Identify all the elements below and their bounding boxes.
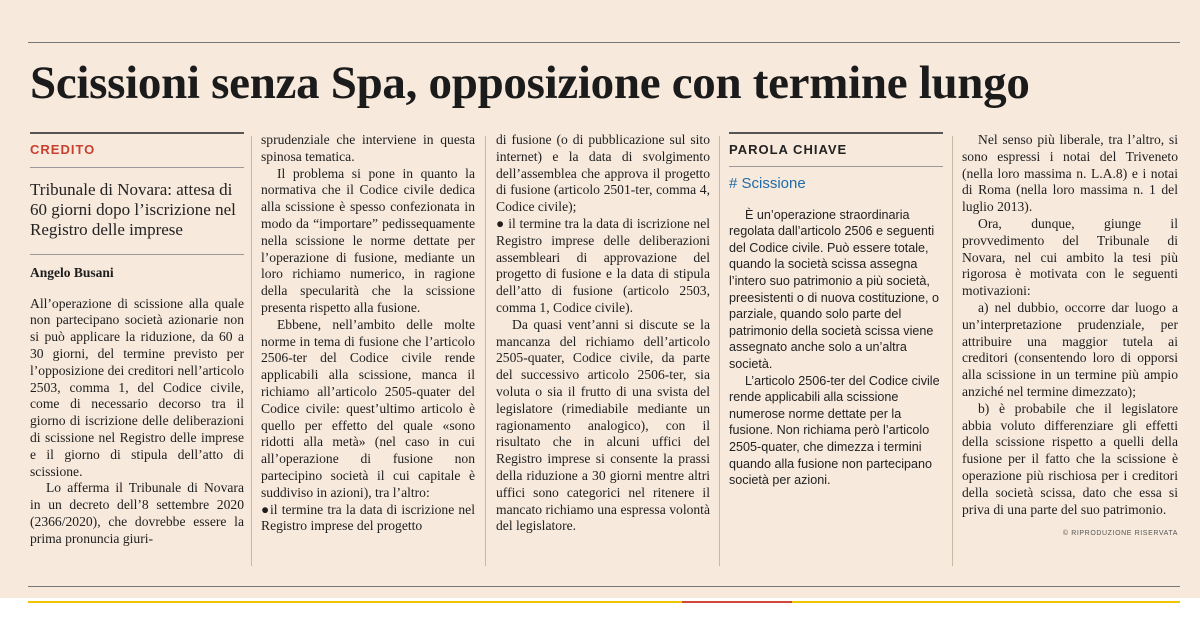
bottom-accent-red	[682, 601, 792, 603]
column-separator	[719, 136, 720, 566]
body-paragraph: Lo afferma il Tribunale di Novara in un decreto dell’8 settembre 2020 (2366/2020), che dovrebbe essere la prima pronuncia giuri-	[30, 480, 244, 546]
box-body	[729, 207, 943, 489]
copyright-notice: © RIPRODUZIONE RISERVATA	[1062, 530, 1178, 538]
top-rule	[28, 42, 1180, 43]
box-title: PAROLA CHIAVE	[729, 142, 848, 157]
column-2	[261, 132, 475, 535]
column-1	[30, 132, 244, 548]
body-paragraph: Ora, dunque, giunge il provvedimento del Tribunale di Novara, nel cui ambito la tesi più rigorosa è motivata con le seguenti motivazioni:	[962, 215, 1178, 299]
section-kicker: CREDITO	[30, 142, 96, 157]
box-title-rule	[729, 166, 943, 167]
body-paragraph: All’operazione di scissione alla quale non partecipano società azionarie non si può applicare la riduzione, da 60 a 30 giorni, del termine previsto per l’opposizione dei creditori nell’articolo 2503, comma 1, del Codice civile, come di necessario decorso tra il giorno di iscrizione delle deliberazioni di scissione nel Registro delle imprese e il giorno di stipula dell’atto di scissione.	[30, 295, 244, 479]
body-paragraph: b) è probabile che il legislatore abbia voluto differenziare gli effetti della scissione rispetto a quelli della fusione per il fatto che la scissione è operazione più rischiosa per i creditori della società scissa, dato che essa si priva di una parte del suo patrimonio.	[962, 400, 1178, 517]
body-paragraph: sprudenziale che interviene in questa spinosa tematica.	[261, 132, 475, 164]
box-paragraph: È un’operazione straordinaria regolata dall’articolo 2506 e seguenti del Codice civile. Può essere totale, quando la società scissa assegna l’intero suo patrimonio a più società, preesistenti o di nuova costituzione, o parziale, quando solo parte del patrimonio della società scissa viene assegnato anche solo a un’altra società.	[729, 207, 940, 371]
body-paragraph: Il problema si pone in quanto la normativa che il Codice civile dedica alla scissione è spesso confezionata in modo da “importare” pedissequamente nella scissione le norme dettate per l’operazione di fusione, mediante un loro richiamo numerico, in ragione della specularità che la scissione presenta rispetto alla fusione.	[261, 165, 475, 315]
kicker-rule	[30, 167, 244, 168]
bottom-rule	[28, 586, 1180, 587]
body-paragraph: ●il termine tra la data di iscrizione nel Registro imprese del progetto	[261, 501, 475, 534]
body-paragraph: a) nel dubbio, occorre dar luogo a un’interpretazione prudenziale, per attribuire una maggior tutela ai creditori (consentendo loro di opporsi alla scissione in un termine più ampio anziché nel termine dimezzato);	[962, 299, 1178, 399]
box-rule	[729, 132, 943, 134]
column-separator	[952, 136, 953, 566]
author-byline: Angelo Busani	[30, 264, 114, 280]
body-paragraph: ● il termine tra la data di iscrizione nel Registro imprese delle deliberazioni assembleari di approvazione del progetto di fusione e la data di stipula dell’atto di fusione (articolo 2503, comma 1, Codice civile).	[496, 215, 710, 315]
column-separator	[485, 136, 486, 566]
body-paragraph: Da quasi vent’anni si discute se la mancanza del richiamo dell’articolo 2505-quater, Codice civile, da parte del successivo articolo 2506-ter, sia voluta o sia il frutto di una svista del legislatore (rimediabile mediante un ragionamento analogico), con il risultato che in alcuni uffici del Registro imprese si consente la prassi della riduzione a 30 giorni mentre altri uffici sono categorici nel ritenere il mancato richiamo una espressa volontà del legislatore.	[496, 316, 710, 534]
column-5	[962, 132, 1178, 543]
headline: Scissioni senza Spa, opposizione con termine lungo	[30, 57, 1030, 109]
body-paragraph: Ebbene, nell’ambito delle molte norme in tema di fusione che l’articolo 2506-ter del Codice civile rende applicabili alla scissione, manca il richiamo all’articolo 2505-quater del Codice civile: quest’ultimo articolo è quello per effetto del quale «sono ridotti alla metà» (nel caso in cui all’operazione di fusione non partecipino società il cui capitale è suddiviso in azioni), tra l’altro:	[261, 316, 475, 500]
bottom-accent-line	[28, 601, 1180, 603]
box-paragraph: L’articolo 2506-ter del Codice civile rende applicabili alla scissione numerose norme dettate per la fusione. Non richiama però l’articolo 2505-quater, che dimezza i termini quando alla fusione non partecipano società per azioni.	[729, 373, 940, 488]
column-3	[496, 132, 710, 535]
column-separator	[251, 136, 252, 566]
body-paragraph: Nel senso più liberale, tra l’altro, si sono espressi i notai del Triveneto (nella loro massima n. L.A.8) e i notai di Roma (nella loro massima n. 1 del luglio 2013).	[962, 132, 1178, 215]
body-paragraph: di fusione (o di pubblicazione sul sito internet) e la data di svolgimento dell’assemblea che approva il progetto di fusione (articolo 2501-ter, comma 4, Codice civile);	[496, 132, 710, 215]
box-hashtag: # Scissione	[729, 174, 806, 192]
summary: Tribunale di Novara: attesa di 60 giorni dopo l’iscrizione nel Registro delle imprese	[30, 179, 236, 239]
summary-rule	[30, 254, 244, 255]
section-rule	[30, 132, 244, 134]
keyword-box	[729, 132, 943, 489]
